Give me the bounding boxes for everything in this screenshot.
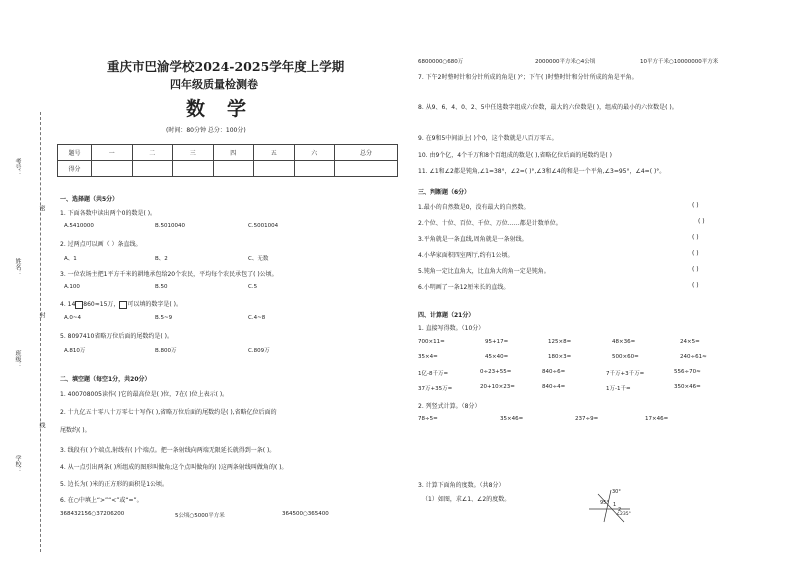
score-header-cell: 二 [132,145,173,161]
q4-prefix: 4. 14 [60,301,76,308]
score-header-cell: 六 [294,145,335,161]
exam-number-label: 考号： [14,158,21,176]
calc-item: 48×36= [612,339,636,345]
fill-2: 2. 十九亿五十零八十万零七十写作( ),省略万位后面的尾数约是( ),省略亿位后面的 [60,409,277,416]
q4-option-b: B.5~9 [155,315,173,321]
vertical-calc-item: 237÷9= [575,416,599,422]
school-title: 重庆市巴渝学校2024-2025学年度上学期 [107,59,345,74]
calc-item: 840÷4= [542,384,566,390]
calc-item: 1万-1千= [606,386,631,392]
score-header-cell: 题号 [58,145,92,161]
compare-d: 6800000○680万 [418,59,464,65]
fill-7: 7. 下午2时整时针和分针所成的角是( )°；下午( )时整时针和分针所成的角是平角。 [418,74,638,81]
fill-4: 4. 从一点引出两条( )所组成的图形叫做角;这个点叫做角的( )这两条射线叫做角的( )。 [60,464,288,471]
compare-a: 368432156○37206200 [60,511,125,517]
school-label: 学校： [14,455,21,473]
fill-5: 5. 边长为( )米的正方形的面积是1公顷。 [60,481,169,488]
figure-label-95: 95° [600,500,609,506]
q5-option-c: C.809万 [248,348,270,354]
section2-title: 二、填空题（每空1分，共20分） [60,376,151,383]
q1-option-b: B.5010040 [155,223,186,229]
q1-option-c: C.5001004 [248,223,279,229]
q2-option-c: C、无数 [248,256,269,262]
section1-title: 一、选择题（共5分） [60,196,119,203]
q3-option-b: B.50 [155,284,168,290]
calc-item: 180×3= [548,354,572,360]
vertical-calc-item: 17×46= [645,416,669,422]
exam-subtitle: 四年级质量检测卷 [170,78,258,91]
judge-2-blank[interactable]: ( ) [698,218,705,225]
judge-4-blank[interactable]: ( ) [692,250,699,257]
calc-item: 95+17= [485,339,509,345]
fill-6: 6. 在○中填上“>”“<”或“=”。 [60,497,143,504]
fill-10: 10. 由9个亿，4个千万和8个百组成的数是( ),省略亿位后面的尾数约是( ) [418,152,612,159]
judge-6-blank[interactable]: ( ) [692,282,699,289]
score-input-cell[interactable] [294,161,335,177]
binding-dashed-line [40,112,41,552]
time-info: (时间：80分钟 总分：100分) [166,127,246,134]
fill-9: 9. 在9和5中间添上( )个0，这个数就是八百万零五。 [418,135,558,142]
q1-option-a: A.5410000 [64,223,94,229]
calc-item: 37万+35万= [418,386,453,392]
score-table [57,144,398,177]
score-table-header-row [58,145,398,161]
score-input-cell[interactable] [132,161,173,177]
figure-label-angle: ∠235° [616,512,631,517]
score-input-cell[interactable] [335,161,398,177]
compare-e: 2000000平方米○4公顷 [535,59,596,65]
question-1: 1. 下面各数中读出两个0的数是( )。 [60,210,157,217]
seal-mark-feng: 封 [38,312,45,318]
calc-part-3-sub1: （1）如图，求∠1、∠2的度数。 [422,496,511,503]
q3-option-c: C.5 [248,284,258,290]
calc-item: 125×8= [548,339,572,345]
vertical-calc-item: 78÷5= [418,416,438,422]
score-input-cell[interactable] [92,161,133,177]
calc-item: 7千万+3千万= [606,371,645,377]
calc-item: 500×60= [612,354,639,360]
seal-mark-mi: 密 [38,205,45,211]
question-5: 5. 8097410省略万位后面的尾数约是( )。 [60,333,173,340]
figure-ray-a [604,490,611,522]
score-table-score-row [58,161,398,177]
section3-title: 三、判断题（6分） [418,189,471,196]
q4-option-c: C.4~8 [248,315,266,321]
calc-item: 350×46= [674,384,701,390]
compare-c: 364500○365400 [282,511,329,517]
q2-option-b: B、2 [155,256,168,262]
calc-item: 700×11= [418,339,445,345]
judge-1-blank[interactable]: ( ) [692,202,699,209]
figure-label-2: 2 [618,507,622,513]
fill-2-continued: 尾数约( )。 [60,427,91,434]
q5-option-a: A.810万 [64,348,86,354]
score-input-cell[interactable] [254,161,295,177]
name-label: 姓名： [14,258,21,276]
calc-item: 1亿-8千万= [418,371,449,377]
vertical-calc-item: 35×46= [500,416,524,422]
calc-part-1: 1. 直接写得数。（10分） [418,325,485,332]
calc-item: 24×5= [680,339,700,345]
seal-mark-xian: 线 [38,422,45,428]
subject-title: 数学 [186,98,269,120]
calc-item: 840÷6= [542,369,566,375]
q4-option-a: A.0~4 [64,315,82,321]
judge-1: 1.最小的自然数是0，没有最大的自然数。 [418,204,530,211]
calc-part-3: 3. 计算下面角的度数。（共8分） [418,482,505,489]
fill-3: 3. 线段有( )个端点,射线有( )个端点。把一条射线向两端无限延长就得到一条( )。 [60,447,276,454]
fill-8: 8. 从9、6、4、0、2、5中任选数字组成六位数，最大的六位数是( )，组成的最小的六位数是( )。 [418,104,678,111]
question-4 [60,299,182,309]
score-header-cell: 总分 [335,145,398,161]
judge-4: 4.小华家面积四室两厅,约有1公顷。 [418,252,514,259]
judge-2: 2.个位、十位、百位、千位、万位……都是计数单位。 [418,220,562,227]
compare-f: 10平方千米○10000000平方米 [640,59,719,65]
q4-middle: 860≈15万， [83,301,120,308]
judge-5: 5.钝角一定比直角大，比直角大的角一定是钝角。 [418,268,550,275]
calc-item: 240÷61≈ [680,354,707,360]
judge-3-blank[interactable]: ( ) [692,234,699,241]
score-input-cell[interactable] [173,161,214,177]
calc-part-2: 2. 列竖式计算。（8分） [418,403,481,410]
figure-label-1: 1 [613,502,617,508]
q2-option-a: A、1 [64,256,77,262]
calc-item: 35×4= [418,354,438,360]
judge-6: 6.小明画了一条12厘米长的直线。 [418,284,510,291]
question-3: 3. 一位农场主把1平方千米的耕地承包给20个农民，平均每个农民承包了( )公顷。 [60,271,278,278]
class-label: 班级： [14,350,21,368]
angle-figure [586,488,636,524]
calc-item: 20+10×23= [480,384,515,390]
score-header-cell: 一 [92,145,133,161]
figure-label-30: 30° [612,489,621,495]
compare-b: 5公顷○5000平方米 [175,513,225,519]
question-2: 2. 过两点可以画（ ）条直线。 [60,241,142,248]
q3-option-a: A.100 [64,284,80,290]
calc-item: 45×40= [485,354,509,360]
score-row-label: 得分 [58,161,92,177]
score-header-cell: 三 [173,145,214,161]
judge-5-blank[interactable]: ( ) [692,266,699,273]
calc-item: 0÷23+55= [480,369,512,375]
judge-3: 3.平角就是一条直线,周角就是一条射线。 [418,236,528,243]
fill-1: 1. 400708005读作( )它的最高位是( )位，7在( )位上表示( )。 [60,391,229,398]
score-header-cell: 四 [213,145,254,161]
score-header-cell: 五 [254,145,295,161]
score-input-cell[interactable] [213,161,254,177]
section4-title: 四、计算题（21分） [418,312,475,319]
q4-suffix: 可以填的数字是( )。 [127,301,182,308]
fill-11: 11. ∠1和∠2都是钝角,∠1=38°，∠2=( )°,∠3和∠4的和是一个平角,∠3=95°，∠4=( )°。 [418,168,666,175]
calc-item: 556÷70≈ [674,369,701,375]
q5-option-b: B.800万 [155,348,177,354]
